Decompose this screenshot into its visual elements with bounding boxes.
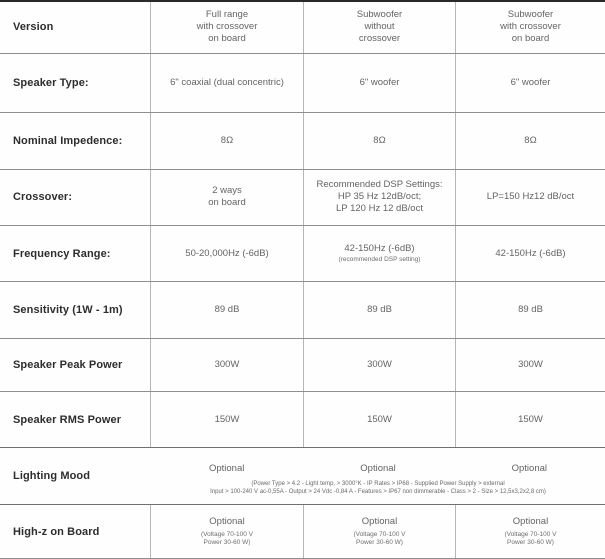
table-row-peak-power: [0, 338, 605, 391]
value-cell: [151, 170, 304, 225]
value-line: 8Ω: [524, 134, 537, 146]
optional-label: Optional: [361, 516, 398, 528]
value-cell: [304, 226, 456, 282]
value-line: 6" coaxial (dual concentric): [170, 76, 284, 88]
footnote-line-2: Input > 100-240 V ac-0,55A - Output > 24 Vdc -0,84 A - Features > IP67 non dimmerable - Class > 2 - Size > 12,5x3,2x2,8 cm): [210, 488, 546, 495]
value-cell: [304, 392, 456, 447]
table-row-nominal-impedence: [0, 112, 605, 169]
optional-sub-line: (Voltage 70-100 V: [504, 531, 557, 539]
value-line: 89 dB: [367, 304, 392, 316]
table-row-sensitivity: [0, 281, 605, 338]
value-cell: [456, 2, 605, 53]
value-cell: [456, 113, 605, 169]
value-line: with crossover: [196, 21, 258, 33]
optional-sub: [353, 531, 405, 547]
value-line: Subwoofer: [356, 9, 403, 21]
value-line: 89 dB: [214, 304, 240, 316]
value-cell: [456, 282, 605, 338]
row-label: Crossover:: [0, 170, 151, 225]
table-row-speaker-type: [0, 53, 605, 112]
optional-sub-line: (Voltage 70-100 V: [353, 531, 406, 539]
footnote-line-1: (Power Type > 4.2 - Light temp, > 3000°K - IP Rates > IP68 - Supplied Power Supply > external: [251, 480, 505, 487]
optional-label: Optional: [208, 462, 245, 474]
lighting-values: [151, 448, 605, 504]
value-cell: [304, 339, 456, 391]
table-row-crossover: [0, 169, 605, 225]
value-line: on board: [208, 33, 246, 45]
value-cell: [456, 392, 605, 447]
value-cell: [151, 2, 304, 53]
value-cell: [304, 54, 456, 112]
value-line: crossover: [358, 33, 401, 45]
value-cell: [456, 170, 605, 225]
optional-label: Optional: [512, 516, 549, 528]
row-label: Sensitivity (1W - 1m): [0, 282, 151, 338]
value-line: 8Ω: [220, 134, 234, 146]
value-line: without: [364, 21, 395, 33]
row-label: Frequency Range:: [0, 226, 151, 282]
row-label: Version: [0, 2, 151, 53]
row-label: Speaker Peak Power: [0, 339, 151, 391]
value-line: 42-150Hz (-6dB): [495, 247, 566, 259]
row-label: Nominal Impedence:: [0, 113, 151, 169]
value-line: 6" woofer: [510, 76, 551, 88]
value-line: 300W: [214, 359, 240, 371]
optional-sub: [201, 531, 253, 547]
value-line: 42-150Hz (-6dB): [344, 243, 415, 255]
table-row-version: [0, 0, 605, 53]
value-cell: [456, 226, 605, 282]
value-cell: [151, 54, 304, 112]
value-line: LP 120 Hz 12 dB/oct: [336, 203, 423, 215]
value-cell: [151, 226, 304, 282]
value-line: 2 ways: [212, 185, 242, 197]
value-line: 150W: [214, 413, 240, 425]
lighting-footnote: [151, 480, 605, 496]
value-line: Subwoofer: [507, 9, 554, 21]
value-line: 300W: [367, 359, 392, 371]
row-label: Speaker Type:: [0, 54, 151, 112]
value-cell: [151, 282, 304, 338]
optional-sub-line: (Voltage 70-100 V: [200, 531, 254, 539]
value-line: Recommended DSP Settings:: [316, 179, 443, 191]
optional-sub-line: Power 30-60 W): [356, 539, 403, 547]
optional-label: Optional: [360, 462, 396, 474]
table-row-lighting-mood: [0, 447, 605, 504]
value-cell: [151, 505, 304, 558]
value-line: 8Ω: [373, 134, 386, 146]
row-label: High-z on Board: [0, 505, 151, 558]
value-cell: [456, 339, 605, 391]
table-row-high-z: [0, 504, 605, 558]
value-cell: [151, 392, 304, 447]
value-line: LP=150 Hz12 dB/oct: [486, 191, 575, 203]
optional-sub-line: Power 30-60 W): [507, 539, 554, 547]
optional-row: [151, 463, 605, 475]
value-line: on board: [208, 197, 246, 209]
value-note: (recommended DSP setting): [338, 256, 421, 264]
value-line: on board: [511, 33, 550, 45]
value-cell: [304, 505, 456, 558]
row-label: Speaker RMS Power: [0, 392, 151, 447]
value-line: 150W: [518, 413, 543, 425]
optional-label: Optional: [209, 516, 245, 528]
value-line: with crossover: [500, 21, 561, 33]
optional-sub-line: Power 30-60 W): [203, 539, 251, 547]
value-line: Full range: [205, 9, 249, 21]
optional-label: Optional: [511, 462, 548, 474]
value-line: 6" woofer: [359, 76, 400, 88]
value-cell: [304, 170, 456, 225]
value-line: HP 35 Hz 12dB/oct;: [337, 191, 422, 203]
value-line: 150W: [367, 413, 392, 425]
value-cell: [304, 282, 456, 338]
value-cell: [456, 54, 605, 112]
value-line: 50-20,000Hz (-6dB): [185, 247, 269, 259]
value-cell: [304, 2, 456, 53]
table-row-rms-power: [0, 391, 605, 447]
value-line: 89 dB: [518, 304, 543, 316]
value-cell: [151, 113, 304, 169]
value-line: 300W: [518, 359, 543, 371]
value-cell: [304, 113, 456, 169]
table-row-frequency-range: [0, 225, 605, 282]
row-label: Lighting Mood: [13, 470, 91, 483]
value-cell: [151, 339, 304, 391]
value-cell: [456, 505, 605, 558]
optional-sub: [504, 531, 556, 547]
